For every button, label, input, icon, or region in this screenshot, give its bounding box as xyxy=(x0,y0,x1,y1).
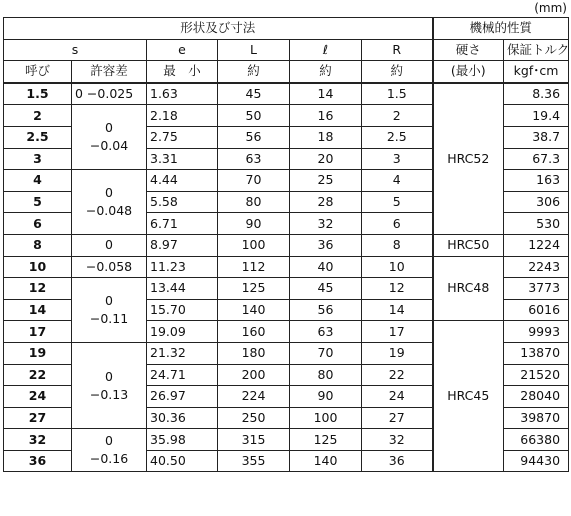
sub-nominal: 呼び xyxy=(4,61,72,83)
cell-L: 315 xyxy=(218,429,290,451)
cell-torque: 163 xyxy=(504,170,569,192)
cell-e: 6.71 xyxy=(147,213,218,235)
cell-L: 125 xyxy=(218,278,290,300)
cell-R: 27 xyxy=(362,407,433,429)
table-row xyxy=(4,234,569,256)
cell-R: 36 xyxy=(362,450,433,472)
cell-L: 112 xyxy=(218,256,290,278)
cell-R: 2 xyxy=(362,105,433,127)
header-row-columns xyxy=(4,39,569,61)
cell-e: 19.09 xyxy=(147,321,218,343)
cell-nominal: 10 xyxy=(4,256,72,278)
col-e: e xyxy=(147,39,218,61)
cell-hardness: HRC48 xyxy=(433,256,504,321)
cell-l: 140 xyxy=(290,450,362,472)
cell-l: 25 xyxy=(290,170,362,192)
cell-R: 3 xyxy=(362,148,433,170)
cell-L: 160 xyxy=(218,321,290,343)
cell-torque: 28040 xyxy=(504,386,569,408)
cell-R: 8 xyxy=(362,234,433,256)
cell-L: 63 xyxy=(218,148,290,170)
cell-tolerance: 0 −0.16 xyxy=(72,429,147,472)
cell-nominal: 2 xyxy=(4,105,72,127)
cell-torque: 306 xyxy=(504,191,569,213)
cell-R: 19 xyxy=(362,342,433,364)
cell-l: 80 xyxy=(290,364,362,386)
sub-approx-L: 約 xyxy=(218,61,290,83)
cell-torque: 67.3 xyxy=(504,148,569,170)
cell-R: 17 xyxy=(362,321,433,343)
col-hardness: 硬さ xyxy=(433,39,504,61)
cell-nominal: 1.5 xyxy=(4,83,72,105)
cell-l: 56 xyxy=(290,299,362,321)
cell-nominal: 4 xyxy=(4,170,72,192)
table-row xyxy=(4,83,569,105)
cell-torque: 9993 xyxy=(504,321,569,343)
cell-nominal: 14 xyxy=(4,299,72,321)
cell-l: 32 xyxy=(290,213,362,235)
cell-torque: 66380 xyxy=(504,429,569,451)
spec-table xyxy=(3,17,569,472)
sub-min: 最 小 xyxy=(147,61,218,83)
cell-l: 20 xyxy=(290,148,362,170)
cell-e: 11.23 xyxy=(147,256,218,278)
cell-L: 180 xyxy=(218,342,290,364)
cell-L: 100 xyxy=(218,234,290,256)
cell-L: 200 xyxy=(218,364,290,386)
cell-l: 45 xyxy=(290,278,362,300)
cell-e: 2.75 xyxy=(147,126,218,148)
cell-L: 80 xyxy=(218,191,290,213)
cell-e: 1.63 xyxy=(147,83,218,105)
cell-l: 100 xyxy=(290,407,362,429)
cell-L: 224 xyxy=(218,386,290,408)
cell-tolerance: 0 −0.025 xyxy=(72,83,147,105)
cell-hardness: HRC50 xyxy=(433,234,504,256)
cell-l: 18 xyxy=(290,126,362,148)
cell-l: 14 xyxy=(290,83,362,105)
cell-torque: 21520 xyxy=(504,364,569,386)
col-torque: 保証トルク xyxy=(504,39,569,61)
cell-torque: 39870 xyxy=(504,407,569,429)
cell-hardness: HRC45 xyxy=(433,321,504,472)
cell-L: 56 xyxy=(218,126,290,148)
cell-R: 4 xyxy=(362,170,433,192)
header-row-sub xyxy=(4,61,569,83)
cell-e: 15.70 xyxy=(147,299,218,321)
cell-e: 26.97 xyxy=(147,386,218,408)
cell-nominal: 12 xyxy=(4,278,72,300)
cell-l: 36 xyxy=(290,234,362,256)
sub-tolerance: 許容差 xyxy=(72,61,147,83)
cell-L: 45 xyxy=(218,83,290,105)
cell-L: 250 xyxy=(218,407,290,429)
cell-L: 50 xyxy=(218,105,290,127)
cell-e: 3.31 xyxy=(147,148,218,170)
cell-l: 16 xyxy=(290,105,362,127)
cell-torque: 6016 xyxy=(504,299,569,321)
cell-nominal: 32 xyxy=(4,429,72,451)
cell-hardness: HRC52 xyxy=(433,83,504,235)
col-L: L xyxy=(218,39,290,61)
cell-nominal: 24 xyxy=(4,386,72,408)
col-s: s xyxy=(4,39,147,61)
cell-R: 22 xyxy=(362,364,433,386)
cell-e: 13.44 xyxy=(147,278,218,300)
cell-nominal: 22 xyxy=(4,364,72,386)
cell-L: 70 xyxy=(218,170,290,192)
cell-nominal: 17 xyxy=(4,321,72,343)
cell-e: 5.58 xyxy=(147,191,218,213)
cell-e: 4.44 xyxy=(147,170,218,192)
cell-tolerance: 0 −0.04 xyxy=(72,105,147,170)
cell-L: 140 xyxy=(218,299,290,321)
cell-l: 63 xyxy=(290,321,362,343)
cell-R: 10 xyxy=(362,256,433,278)
cell-nominal: 3 xyxy=(4,148,72,170)
cell-l: 90 xyxy=(290,386,362,408)
header-row-group xyxy=(4,18,569,40)
cell-R: 2.5 xyxy=(362,126,433,148)
cell-tolerance: 0 xyxy=(72,234,147,256)
cell-L: 90 xyxy=(218,213,290,235)
sub-approx-R: 約 xyxy=(362,61,433,83)
cell-torque: 38.7 xyxy=(504,126,569,148)
cell-R: 6 xyxy=(362,213,433,235)
cell-l: 40 xyxy=(290,256,362,278)
sub-hardness-min: (最小) xyxy=(433,61,504,83)
sub-torque-unit: kgf･cm xyxy=(504,61,569,83)
cell-e: 35.98 xyxy=(147,429,218,451)
cell-e: 2.18 xyxy=(147,105,218,127)
col-R: R xyxy=(362,39,433,61)
cell-torque: 8.36 xyxy=(504,83,569,105)
table-row xyxy=(4,256,569,278)
cell-e: 8.97 xyxy=(147,234,218,256)
unit-label: (mm) xyxy=(534,1,567,15)
cell-nominal: 5 xyxy=(4,191,72,213)
cell-nominal: 2.5 xyxy=(4,126,72,148)
cell-R: 1.5 xyxy=(362,83,433,105)
cell-e: 40.50 xyxy=(147,450,218,472)
cell-e: 21.32 xyxy=(147,342,218,364)
cell-l: 70 xyxy=(290,342,362,364)
cell-torque: 2243 xyxy=(504,256,569,278)
cell-tolerance: 0 −0.048 xyxy=(72,170,147,235)
cell-l: 125 xyxy=(290,429,362,451)
cell-tolerance: 0 −0.13 xyxy=(72,342,147,428)
sub-approx-l: 約 xyxy=(290,61,362,83)
cell-nominal: 27 xyxy=(4,407,72,429)
group-shape-dimensions: 形状及び寸法 xyxy=(4,18,433,40)
cell-nominal: 19 xyxy=(4,342,72,364)
cell-e: 30.36 xyxy=(147,407,218,429)
cell-L: 355 xyxy=(218,450,290,472)
cell-torque: 1224 xyxy=(504,234,569,256)
cell-tolerance: −0.058 xyxy=(72,256,147,278)
cell-R: 24 xyxy=(362,386,433,408)
cell-R: 14 xyxy=(362,299,433,321)
cell-torque: 94430 xyxy=(504,450,569,472)
cell-torque: 19.4 xyxy=(504,105,569,127)
cell-nominal: 8 xyxy=(4,234,72,256)
cell-nominal: 36 xyxy=(4,450,72,472)
col-l: ℓ xyxy=(290,39,362,61)
cell-nominal: 6 xyxy=(4,213,72,235)
cell-torque: 13870 xyxy=(504,342,569,364)
cell-R: 5 xyxy=(362,191,433,213)
group-mechanical-properties: 機械的性質 xyxy=(433,18,569,40)
cell-torque: 530 xyxy=(504,213,569,235)
cell-R: 32 xyxy=(362,429,433,451)
cell-torque: 3773 xyxy=(504,278,569,300)
cell-e: 24.71 xyxy=(147,364,218,386)
cell-R: 12 xyxy=(362,278,433,300)
cell-tolerance: 0 −0.11 xyxy=(72,278,147,343)
cell-l: 28 xyxy=(290,191,362,213)
